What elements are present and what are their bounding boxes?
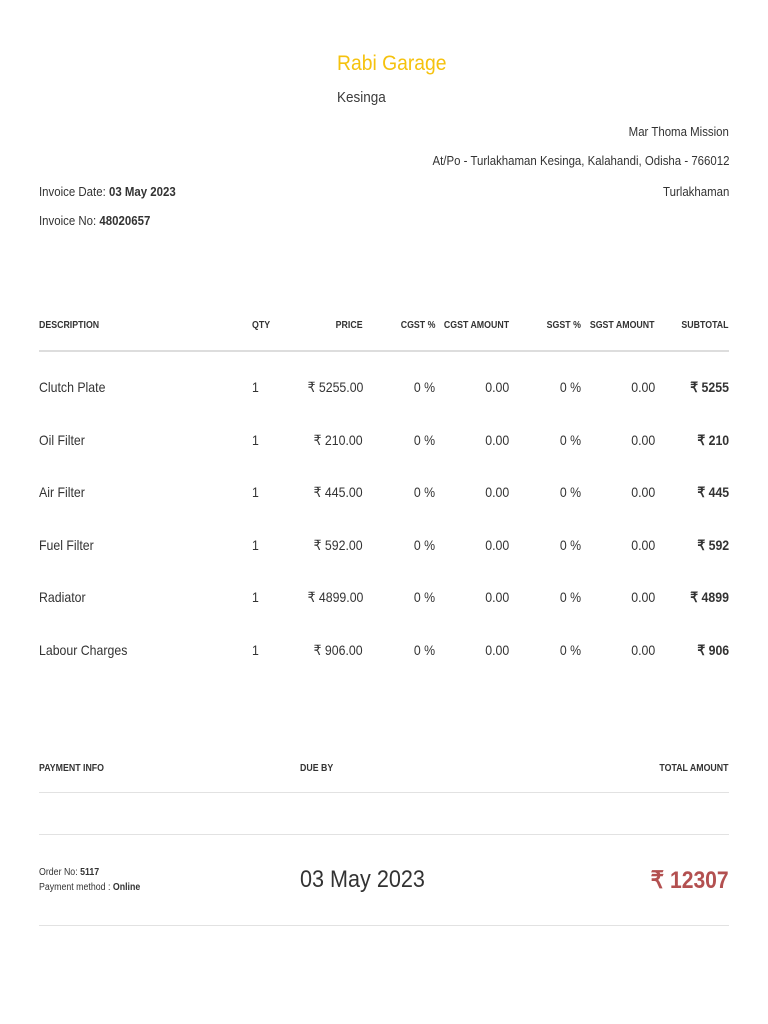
item-description: Labour Charges: [39, 642, 128, 658]
item-subtotal: ₹ 5255: [690, 379, 729, 395]
item-price: ₹ 5255.00: [307, 379, 363, 395]
col-subtotal: SUBTOTAL: [681, 320, 729, 331]
item-sgst-pct: 0 %: [559, 589, 581, 605]
total-amount-header: TOTAL AMOUNT: [659, 763, 729, 774]
customer-locality: Turlakhaman: [662, 184, 729, 199]
item-price: ₹ 4899.00: [307, 589, 363, 605]
customer-address: At/Po - Turlakhaman Kesinga, Kalahandi, Odisha - 766012: [432, 153, 729, 168]
col-description: DESCRIPTION: [39, 320, 100, 331]
item-sgst-amount: 0.00: [631, 537, 655, 553]
item-cgst-amount: 0.00: [485, 537, 509, 553]
table-row: [0, 537, 768, 557]
item-description: Oil Filter: [39, 432, 85, 448]
customer-name: Mar Thoma Mission: [628, 124, 729, 139]
item-subtotal: ₹ 210: [697, 432, 729, 448]
item-qty: 1: [252, 379, 259, 395]
item-qty: 1: [252, 432, 259, 448]
item-description: Fuel Filter: [39, 537, 94, 553]
invoice-number-label: Invoice No:: [39, 213, 100, 228]
table-row: [0, 589, 768, 609]
table-row: [0, 432, 768, 452]
item-sgst-pct: 0 %: [559, 432, 581, 448]
item-sgst-pct: 0 %: [559, 642, 581, 658]
payment-method-label: Payment method :: [39, 882, 113, 893]
due-date: 03 May 2023: [300, 866, 425, 893]
item-subtotal: ₹ 592: [697, 537, 729, 553]
item-description: Air Filter: [39, 484, 85, 500]
payment-header-divider: [39, 792, 729, 793]
footer-divider: [39, 925, 729, 926]
item-cgst-pct: 0 %: [413, 484, 435, 500]
item-cgst-amount: 0.00: [485, 484, 509, 500]
item-price: ₹ 906.00: [314, 642, 363, 658]
item-qty: 1: [252, 484, 259, 500]
invoice-date-value: 03 May 2023: [108, 184, 176, 199]
item-cgst-amount: 0.00: [485, 432, 509, 448]
payment-info-header: PAYMENT INFO: [39, 763, 105, 774]
item-sgst-amount: 0.00: [631, 589, 655, 605]
due-by-header: DUE BY: [300, 763, 334, 774]
item-cgst-pct: 0 %: [413, 589, 435, 605]
company-city: Kesinga: [337, 89, 386, 106]
item-sgst-pct: 0 %: [559, 484, 581, 500]
item-qty: 1: [252, 589, 259, 605]
item-cgst-amount: 0.00: [485, 642, 509, 658]
item-cgst-pct: 0 %: [413, 432, 435, 448]
item-sgst-amount: 0.00: [631, 432, 655, 448]
col-price: PRICE: [336, 320, 363, 331]
col-sgst-pct: SGST %: [546, 320, 581, 331]
item-sgst-pct: 0 %: [559, 537, 581, 553]
col-qty: QTY: [252, 320, 271, 331]
payment-spacer-divider: [39, 834, 729, 835]
col-cgst-amount: CGST AMOUNT: [443, 320, 509, 331]
item-price: ₹ 445.00: [314, 484, 363, 500]
item-cgst-amount: 0.00: [485, 589, 509, 605]
order-number-value: 5117: [80, 867, 100, 878]
item-cgst-amount: 0.00: [485, 379, 509, 395]
item-sgst-amount: 0.00: [631, 642, 655, 658]
col-cgst-pct: CGST %: [400, 320, 435, 331]
item-price: ₹ 210.00: [314, 432, 363, 448]
company-name: Rabi Garage: [337, 52, 447, 75]
table-row: [0, 642, 768, 662]
item-cgst-pct: 0 %: [413, 379, 435, 395]
item-cgst-pct: 0 %: [413, 642, 435, 658]
col-sgst-amount: SGST AMOUNT: [590, 320, 655, 331]
item-qty: 1: [252, 537, 259, 553]
item-subtotal: ₹ 4899: [690, 589, 729, 605]
table-row: [0, 484, 768, 504]
payment-method-value: Online: [112, 882, 141, 893]
order-number: [39, 867, 99, 878]
item-price: ₹ 592.00: [314, 537, 363, 553]
item-cgst-pct: 0 %: [413, 537, 435, 553]
invoice-date: [39, 184, 176, 199]
item-sgst-amount: 0.00: [631, 484, 655, 500]
item-qty: 1: [252, 642, 259, 658]
invoice-date-label: Invoice Date:: [39, 184, 109, 199]
item-sgst-pct: 0 %: [559, 379, 581, 395]
item-description: Radiator: [39, 589, 86, 605]
item-subtotal: ₹ 445: [697, 484, 729, 500]
invoice-number-value: 48020657: [99, 213, 151, 228]
item-description: Clutch Plate: [39, 379, 106, 395]
invoice-number: [39, 213, 150, 228]
order-number-label: Order No:: [39, 867, 81, 878]
item-sgst-amount: 0.00: [631, 379, 655, 395]
table-header-divider: [39, 350, 729, 352]
item-subtotal: ₹ 906: [697, 642, 729, 658]
table-row: [0, 379, 768, 399]
grand-total: ₹ 12307: [650, 867, 729, 894]
payment-method: [39, 882, 140, 893]
